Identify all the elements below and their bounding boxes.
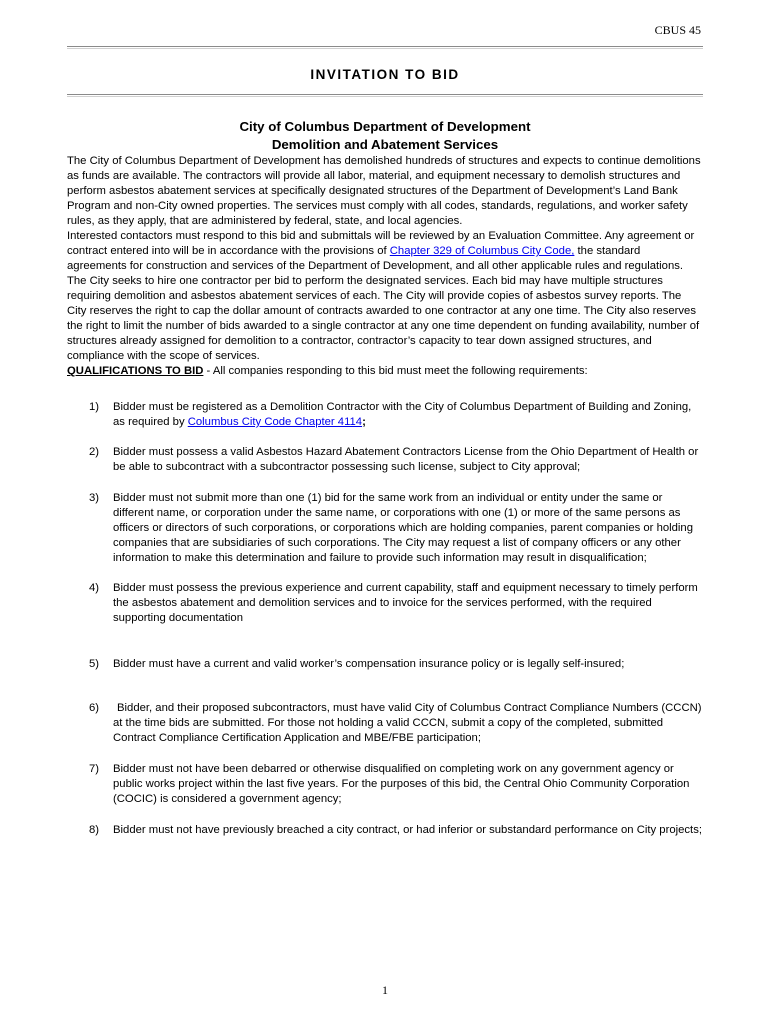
- requirement-number: 7): [89, 763, 100, 775]
- chapter-329-link[interactable]: Chapter 329 of Columbus City Code,: [389, 245, 575, 257]
- requirement-text: Bidder must not have previously breached a city contract, or had inferior or substandard performance on City projects;: [113, 824, 702, 836]
- requirement-number: 3): [89, 492, 100, 504]
- requirement-text-end: ;: [362, 416, 366, 428]
- document-id: CBUS 45: [654, 23, 701, 37]
- requirement-item: [67, 762, 703, 807]
- requirement-number: 6): [89, 702, 100, 714]
- requirement-text: Bidder must not submit more than one (1) bid for the same work from an individual or entity under the same or different name, or corporation under the same name, or corporations with one (1) or more of the same persons as officers or directors of such corporations, or corporations which are holding companies, parent companies or holding companies that are subsidiaries of such corporations. The City may request a list of company officers or any other information to make this determination and failure to provide such information may result in disqualification;: [113, 492, 694, 564]
- services-heading: Demolition and Abatement Services: [271, 137, 499, 152]
- document-body: [67, 118, 703, 838]
- qualifications-text: - All companies responding to this bid must meet the following requirements:: [203, 365, 588, 377]
- requirement-number: 5): [89, 658, 100, 670]
- requirement-number: 2): [89, 446, 100, 458]
- requirement-number: 1): [89, 401, 100, 413]
- qualifications-label: QUALIFICATIONS TO BID: [67, 365, 204, 377]
- requirement-item: [67, 491, 703, 566]
- requirement-text: Bidder must be registered as a Demolition Contractor with the City of Columbus Department of Building and Zoning, as required by: [113, 401, 692, 428]
- requirement-item: [67, 581, 703, 626]
- department-heading: City of Columbus Department of Development: [239, 119, 531, 134]
- requirement-number: 4): [89, 582, 100, 594]
- requirement-text: Bidder must not have been debarred or otherwise disqualified on completing work on any government agency or public works project within the last five years. For the purposes of this bid, the Central Ohio Community Corporation (COCIC) is considered a government agency;: [113, 763, 690, 805]
- requirement-number: 8): [89, 824, 100, 836]
- page-number: 1: [382, 983, 388, 997]
- requirements-list: [67, 400, 703, 838]
- chapter-4114-link[interactable]: Columbus City Code Chapter 4114: [187, 416, 363, 428]
- requirement-item: [67, 657, 703, 672]
- requirement-item: [67, 701, 703, 746]
- requirement-item: [67, 445, 703, 475]
- evaluation-text-end: the standard agreements for construction and services of the Department of Development, and all other applicable rules and regulations.: [67, 245, 684, 272]
- contract-limits-paragraph: The City seeks to hire one contractor per bid to perform the designated services. Each bid may have multiple structures requiring demolition and asbestos abatement services of each. The City will provide copies of asbestos survey reports. The City reserves the right to cap the dollar amount of contracts awarded to one contractor at any one time. The City also reserves the right to limit the number of bids awarded to a single contractor at any one time dependent on funding availability, number of structures already assigned for demolition to a contractor, contractor’s capacity to tear down assigned structures, and compliance with the scope of services.: [67, 275, 700, 362]
- requirement-text: Bidder must have a current and valid worker’s compensation insurance policy or is legally self-insured;: [113, 658, 625, 670]
- requirement-item: [67, 823, 703, 838]
- title-rule: [67, 94, 703, 97]
- requirement-text: Bidder, and their proposed subcontractors, must have valid City of Columbus Contract Compliance Numbers (CCCN) at the time bids are submitted. For those not holding a valid CCCN, submit a copy of the completed, submitted Contract Compliance Certification Application and MBE/FBE participation;: [113, 702, 702, 744]
- document-title: INVITATION TO BID: [310, 67, 460, 82]
- intro-paragraph: The City of Columbus Department of Development has demolished hundreds of structures and expects to continue demolitions as funds are available. The contractors will provide all labor, material, and equipment necessary to demolish structures and perform asbestos abatement services at specifically designated structures of the Department of Development’s Land Bank Program and non-City owned properties. The services must comply with all codes, standards, regulations, and worker safety rules, as they apply, that are administered by federal, state, and local agencies.: [67, 155, 701, 227]
- requirement-text: Bidder must possess the previous experience and current capability, staff and equipment necessary to timely perform the asbestos abatement and demolition services and to invoice for the services performed, with the required supporting documentation: [113, 582, 698, 624]
- requirement-text: Bidder must possess a valid Asbestos Hazard Abatement Contractors License from the Ohio Department of Health or be able to subcontract with a subcontractor possessing such license, subject to City approval;: [113, 446, 699, 473]
- evaluation-paragraph: [67, 229, 703, 274]
- evaluation-text: Interested contactors must respond to this bid and submittals will be reviewed by an Evaluation Committee. Any agreement or contract entered into will be in accordance with the provisions of: [67, 230, 695, 257]
- requirement-item: [67, 400, 703, 430]
- top-rule: [67, 46, 703, 49]
- qualifications-paragraph: [67, 364, 703, 379]
